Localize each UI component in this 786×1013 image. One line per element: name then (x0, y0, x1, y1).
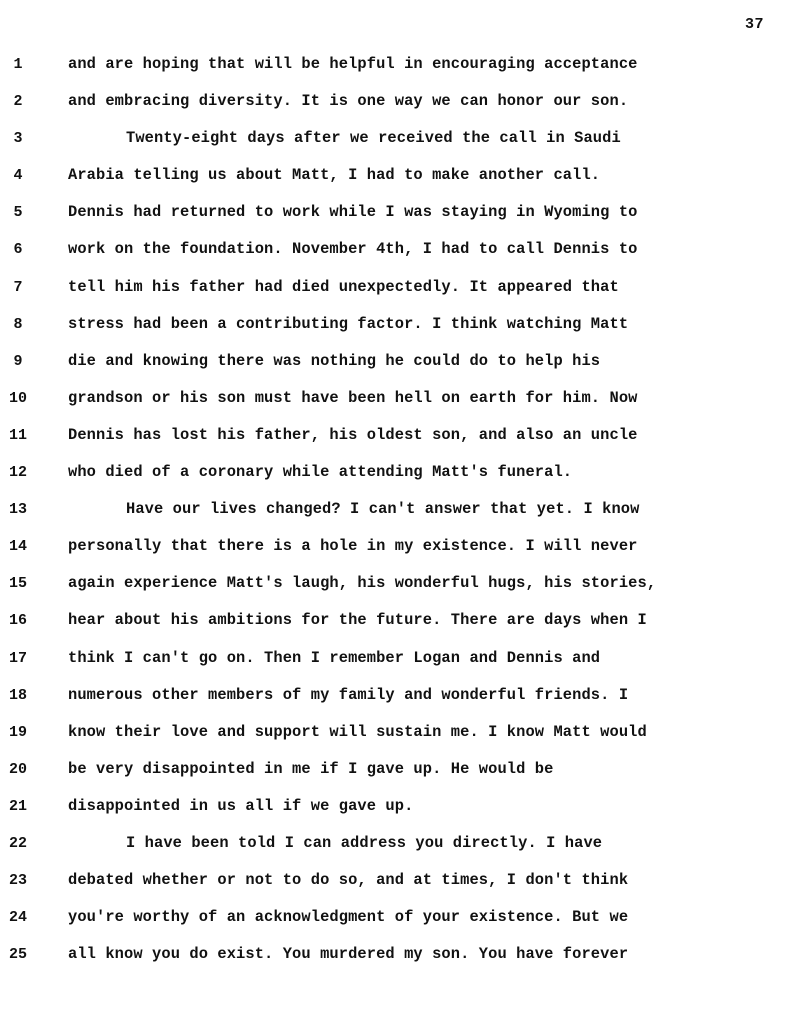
line-number: 13 (8, 501, 27, 519)
line-text: who died of a coronary while attending Matt's funeral. (68, 463, 573, 482)
line-text: work on the foundation. November 4th, I had to call Dennis to (68, 240, 638, 259)
line-number: 4 (13, 167, 23, 185)
transcript-line (0, 200, 786, 237)
line-number: 19 (8, 723, 27, 741)
transcript-line (0, 757, 786, 794)
transcript-lines (0, 52, 786, 979)
line-text: die and knowing there was nothing he could do to help his (68, 351, 601, 370)
line-text: think I can't go on. Then I remember Logan and Dennis and (68, 648, 601, 667)
line-text: hear about his ambitions for the future. There are days when I (68, 611, 647, 630)
line-text: stress had been a contributing factor. I think watching Matt (68, 314, 629, 333)
line-text: disappointed in us all if we gave up. (68, 796, 414, 815)
transcript-line (0, 163, 786, 200)
transcript-line (0, 608, 786, 645)
transcript-line (0, 571, 786, 608)
line-text: tell him his father had died unexpectedly. It appeared that (68, 277, 619, 296)
line-text: grandson or his son must have been hell on earth for him. Now (68, 388, 638, 407)
page-number: 37 (744, 16, 764, 33)
line-number: 3 (13, 130, 23, 148)
line-text: again experience Matt's laugh, his wonderful hugs, his stories, (68, 574, 657, 593)
line-text: Dennis has lost his father, his oldest son, and also an uncle (68, 425, 638, 444)
line-number: 11 (8, 426, 27, 444)
line-text: numerous other members of my family and wonderful friends. I (68, 685, 629, 704)
transcript-line (0, 534, 786, 571)
line-number: 8 (13, 315, 23, 333)
line-number: 2 (13, 93, 23, 111)
line-number: 15 (8, 575, 27, 593)
line-number: 9 (13, 352, 23, 370)
line-number: 23 (8, 872, 27, 890)
line-text: be very disappointed in me if I gave up. He would be (68, 759, 554, 778)
line-number: 21 (8, 797, 27, 815)
transcript-line (0, 497, 786, 534)
transcript-line (0, 52, 786, 89)
line-text: Have our lives changed? I can't answer that yet. I know (126, 500, 640, 519)
line-number: 20 (8, 760, 27, 778)
line-text: Dennis had returned to work while I was staying in Wyoming to (68, 203, 638, 222)
transcript-line (0, 89, 786, 126)
transcript-line (0, 868, 786, 905)
line-text: all know you do exist. You murdered my son. You have forever (68, 945, 629, 964)
line-number: 22 (8, 834, 27, 852)
line-number: 6 (13, 241, 23, 259)
transcript-line (0, 794, 786, 831)
line-number: 10 (8, 389, 27, 407)
line-number: 7 (13, 278, 23, 296)
transcript-line (0, 905, 786, 942)
line-number: 5 (13, 204, 23, 222)
transcript-line (0, 312, 786, 349)
line-number: 24 (8, 909, 27, 927)
line-number: 12 (8, 464, 27, 482)
line-text: Arabia telling us about Matt, I had to make another call. (68, 166, 601, 185)
transcript-line (0, 126, 786, 163)
transcript-line (0, 386, 786, 423)
line-number: 1 (13, 56, 23, 73)
transcript-line (0, 423, 786, 460)
line-text: you're worthy of an acknowledgment of your existence. But we (68, 908, 629, 927)
line-text: know their love and support will sustain me. I know Matt would (68, 722, 647, 741)
transcript-line (0, 460, 786, 497)
line-number: 25 (8, 946, 27, 964)
line-text: I have been told I can address you directly. I have (126, 833, 603, 852)
line-text: debated whether or not to do so, and at times, I don't think (68, 871, 629, 890)
line-text: and are hoping that will be helpful in encouraging acceptance (68, 55, 638, 73)
transcript-line (0, 831, 786, 868)
transcript-line (0, 942, 786, 979)
line-number: 17 (8, 649, 27, 667)
line-text: Twenty-eight days after we received the call in Saudi (126, 129, 621, 148)
line-number: 18 (8, 686, 27, 704)
line-number: 14 (8, 538, 27, 556)
line-number: 16 (8, 612, 27, 630)
line-text: personally that there is a hole in my existence. I will never (68, 537, 638, 556)
transcript-line (0, 720, 786, 757)
transcript-line (0, 646, 786, 683)
transcript-line (0, 275, 786, 312)
line-text: and embracing diversity. It is one way we can honor our son. (68, 92, 629, 111)
transcript-line (0, 237, 786, 274)
transcript-line (0, 683, 786, 720)
transcript-line (0, 349, 786, 386)
